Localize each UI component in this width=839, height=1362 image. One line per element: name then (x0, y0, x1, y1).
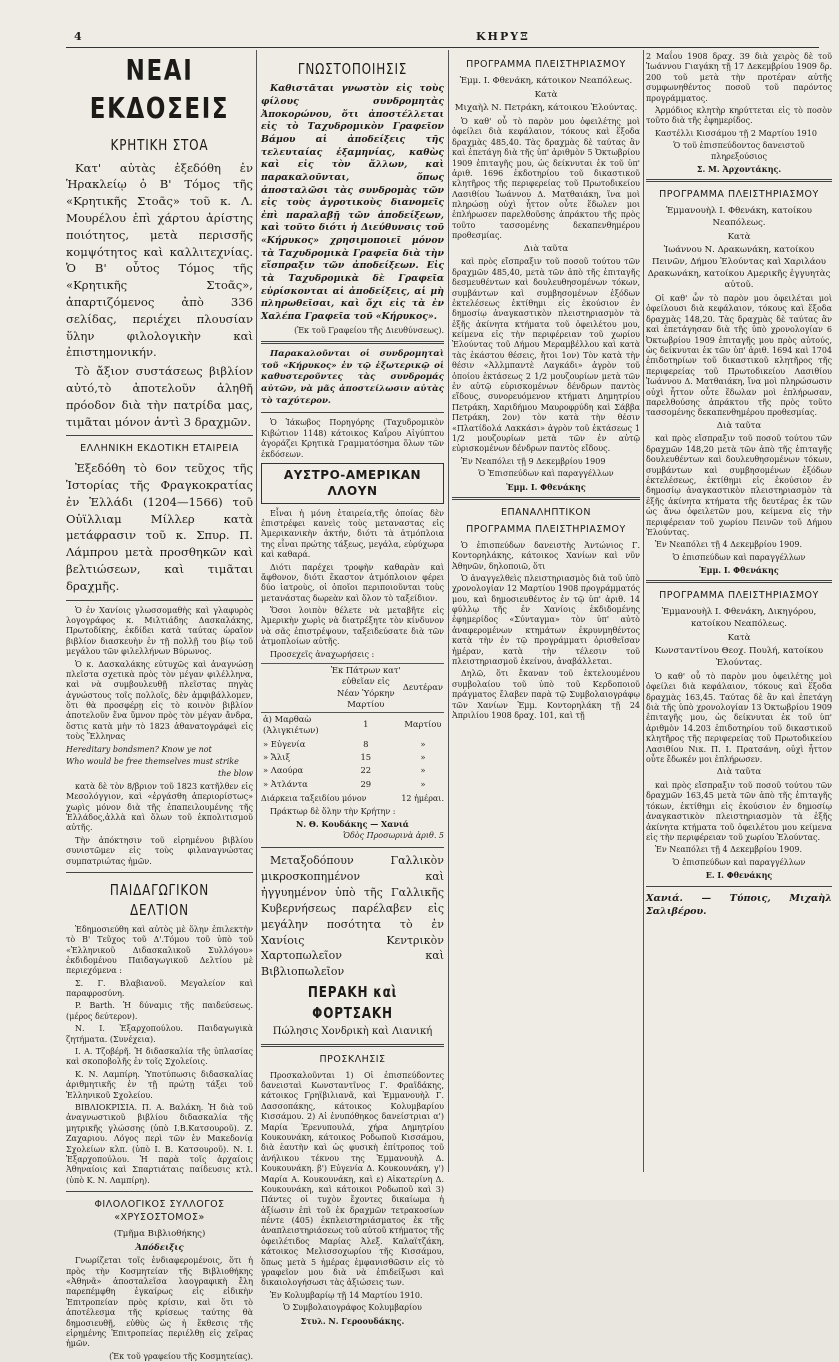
page-header (66, 30, 819, 46)
paid-item: Σ. Γ. Βλαβιανοῦ. Μεγαλείον καὶ παραφροσύνη. (66, 978, 253, 999)
ad-text: Διότι παρέχει τροφὴν καθαρὰν καὶ ἄφθονον, διότι ἕκαστον ἀτμόπλοιον φέρει δύο ἰατροὺς, οἱ ὁποῖοι περιποιοῦνται τοὺς μετανάστας δωρεὰν καὶ ὅλον τὸ ταξείδιον. (261, 562, 444, 603)
ship-date: 15 (360, 752, 372, 762)
firm-name: ΠΕΡΑΚΗ καὶ ΦΟΡΤΣΑΚΗ (307, 983, 398, 1022)
ad-schedule-intro: Προσεχεῖς ἀναχωρήσεις : (270, 649, 375, 659)
article-kritiki-stoa-price: Τὸ ἄξιον συστάσεως βιβλίον αὐτό,τὸ ἀποτελοῦν ἀληθῆ πρόοδον διὰ τὴν πατρίδα μας, τιμᾶται μόνον ἀντὶ 3 δραχμῶν. (66, 364, 253, 429)
agent-label: Πράκτωρ δὲ ὅλην τὴν Κρήτην : (270, 806, 396, 816)
programma-4-signature-title: Ὁ ἐπισπεύδων καὶ παραγγέλλων (672, 857, 806, 867)
ship-date: » (420, 738, 426, 749)
agent-name: Ν. Θ. Κουδάκης — Χανιά (296, 819, 409, 830)
notice-stamps: Ὁ Ἰάκωβος Πορηγόρης (Ταχυδρομικὸν Κιβώτιον 1148) κάτοικος Καΐρου Αἰγύπτου ἀγοράζει Κρητικὰ Γραμματόσημα ὅλων τῶν ἐκδόσεων. (261, 418, 444, 459)
programma-2-text-3: Δηλῶ, ὅτι ἔκαναν τοῦ ἐκτελουμένου συμβολαίου τοῦ ὑπὸ τοῦ Κερδοποιοῦ πράγματος ἔλαβεν παρὰ τῷ Συμβολαιογράφῳ τῶν Χανίων Ἐμμ. Κοντορηλάκη τῇ 24 Ἀπριλίου 1908 δραχ. 101, καὶ τῇ (452, 669, 640, 720)
divider (66, 600, 253, 601)
paid-item: Κ. Ν. Λαμπίρη. Ὑποτύπωσις διδασκαλίας ἀριθμητικῆς ἐν τῇ πρώτῃ τάξει τοῦ Ἑλληνικοῦ Σχολείου. (66, 1069, 253, 1100)
programma-1-date: Ἐν Νεαπόλει τῇ 9 Δεκεμβρίου 1909 (461, 456, 606, 466)
article-byron-1: Ὁ ἐν Χανίοις γλωσσομαθὴς καὶ γλαφυρὸς λογογράφος κ. Μιλτιάδης Δασκαλάκης, Πρωτοδίκης, ἐκδίδει κατὰ ταύτας ὡραῖον βιβλίον διασκευὴν ἐν τῇ πολλῇ του βίῳ τοῦ μεγάλου τῶν φιλελλήνων Βύρωνος. (66, 605, 253, 657)
programma-4-dia-tauta: Διὰ ταῦτα (716, 767, 762, 778)
table-row (261, 712, 444, 737)
notice-signature: (Ἐκ τοῦ Γραφείου τῆς Διευθύνσεως). (294, 325, 444, 335)
divider (261, 412, 444, 413)
article-ekdotiki-etaireia: Ἐξεδόθη τὸ 6ον τεῦχος τῆς Ἱστορίας τῆς Φραγκοκρατίας ἐν Ἑλλάδι (1204—1566) τοῦ Οὐϊλλιαμ Μίλλερ κατὰ μετάφρασιν τοῦ κ. Σπυρ. Π. Λάμπρου μετὰ προσθηκῶν καὶ βελτιώσεων, καὶ τιμᾶται δραχμῆς. (66, 461, 253, 593)
continuation-date: Καστέλλι Κισσάμου τῇ 2 Μαρτίου 1910 (655, 128, 817, 138)
column-divider (256, 50, 257, 1172)
article-byron-4: Τὴν ἀπόκτησιν τοῦ εἰρημένου βιβλίου συνιστῶμεν εἰς τοὺς φιλαναγνώστας συμπατριώτας ἡμῶν. (66, 835, 253, 866)
heading-epanaleptikon: ΕΠΑΝΑΛΗΠΤΙΚΟΝ (501, 506, 591, 518)
heading-paidagogikon-deltion: ΠΑΙΔΑΓΩΓΙΚΟΝ ΔΕΛΤΙΟΝ (109, 880, 210, 920)
heading-prosklisis: ΠΡΟΣΚΛΗΣΙΣ (319, 1053, 386, 1065)
english-quote-line-2: Who would be free themselves must strike (66, 757, 239, 767)
column-3 (452, 52, 640, 1172)
ship-name: » Ἄλιξ (263, 752, 291, 762)
continuation-signature-title: Ὁ τοῦ ἐπισπεύδοντος δανειστοῦ πληρεξούσιος (673, 141, 805, 161)
paid-item: Ν. Ι. Ἐξαρχοπούλου. Παιδαγωγικὰ ζητήματα. (Συνέχεια). (66, 1024, 253, 1044)
firm-subtitle: Πώλησις Χονδρικὴ καὶ Λιανική (272, 1026, 433, 1038)
programma-3-signature: Ἐμμ. Ι. Φθενάκης (699, 565, 779, 576)
programma-4-sub: Ἐμμανουὴλ Ι. Φθενάκη, Δικηγόρου, κατοίκου Νεαπόλεως. (661, 607, 817, 630)
header-rule (66, 47, 819, 48)
table-header (261, 664, 330, 713)
divider (452, 497, 640, 500)
ship-name: » Ἀτλάντα (263, 778, 308, 789)
heading-gnostopoiisis: ΓΝΩΣΤΟΠΟΙΗΣΙΣ (297, 60, 408, 78)
programma-3-against: Ἰωάννου Ν. Δρακωνάκη, κατοίκου Πεινῶν, Δήμου Ἐλούντας καὶ Χαριλάου Δρακωνάκη, κατοίκου Αμερικῆς ἐγγυητὰς αὐτοῦ. (647, 245, 831, 291)
continuation-signature: Σ. Μ. Ἀρχοντάκης. (696, 163, 782, 174)
programma-3-signature-title: Ὁ ἐπισπεύδων καὶ παραγγέλλων (672, 552, 806, 562)
continuation-text: 2 Μαΐου 1908 δραχ. 39 διὰ χειρὸς δὲ τοῦ Ἰωάννου Γιαγάκη τῇ 17 Δεκεμβρίου 1909 δρ. 200 τοῦ μετὰ τὴν προτέραν αὐτῆς συμφωνηθέντος ποσοῦ τοῦ παρόντος προγράμματος. (646, 52, 832, 103)
notice-subscribers: Καθιστᾶται γνωστὸν εἰς τοὺς φίλους συνδρομητὰς Ἀποκορώνου, ὅτι ἀποστέλλεται εἰς τὸ Ταχυδρομικὸν Γραφεῖον Βάμου αἱ ἀποδείξεις τῆς τελευταίας ἑξαμηνίας, καθὼς καὶ εἰς τὸν ἄλλων, καὶ παρακαλοῦνται, ὅπως ἀποσταλῶσι τὰς συνδρομὰς τῶν εἰς τοὺς ἀγροτικοὺς διανομεῖς ἐπὶ παραλαβῇ τῶν ἀποδείξεων, καὶ τοῦτο διότι ἡ Διεύθυνσις τοῦ «Κήρυκος» χρησιμοποιεῖ μόνον τὰ Ταχυδρομικὰ Γραφεῖα διὰ τὴν εἴσπραξιν τῶν ἀποδείξεων. Εἰς τὰ Ταχυδρομικὰ δὲ Γραφεῖα εὑρίσκονται αἱ ἀποδείξεις, αἱ μὴ πληρωθεῖσαι, καὶ ὄχι εἰς τὰ ἐν Χαλέπα Γραφεῖα τοῦ «Κήρυκος». (261, 83, 444, 322)
table-row (261, 738, 444, 751)
table-header: Δευτέραν (402, 664, 444, 713)
column-2 (261, 52, 444, 1326)
article-byron-2: Ὁ κ. Δασκαλάκης εὐτυχῶς καὶ ἀναγνώσῃ πλεῖστα σχετικὰ πρὸς τὸν μέγαν φιλέλληνα, καὶ νὰ συμβουλευθῇ πλεῖστας πηγὰς ἀγνώστους τοῖς πολλοῖς, δὲν ἀμφιβάλλομεν, ὅτι θὰ προσφέρῃ εἰς τὸ κοινὸν βιβλίον ἀποτελοῦν ἕνα ὕμνον πρὸς τὸν μέγαν ἄνδρα, ὅστις κατὰ μὴν τὸ 1823 ἀθανατογράφεὶ εἰς τοὺς Ἕλληνας (66, 659, 253, 742)
heading-programma-4: ΠΡΟΓΡΑΜΜΑ ΠΛΕΙΣΤΗΡΙΑΣΜΟΥ (659, 590, 819, 602)
article-byron-3: κατὰ δὲ τὸν 8/βριον τοῦ 1823 κατῆλθεν εἰς Μεσολόγγιον, καὶ «ἐργάσθη ἀπεριορίστως» χωρὶς μόνον διὰ τῆς ἐπαπειλουμένης τῆς Ἑλλάδος,ἀλλὰ καὶ ὅλων τοῦ ἐκπολιτισμοῦ αὐτῆς. (66, 781, 253, 833)
column-divider (643, 50, 644, 1172)
divider (261, 341, 444, 344)
programma-4-signature: Ε. Ι. Φθενάκης (705, 870, 773, 881)
paid-item: P. Barth. Ἡ δύναμις τῆς παιδεύσεως. (μέρος δεύτερον). (66, 1001, 253, 1021)
ship-date: 29 (360, 778, 372, 789)
divider (646, 580, 832, 583)
ad-text: Εἶναι ἡ μόνη ἑταιρεία,τῆς ὁποίας δὲν ἐπιστρέφει κανεὶς τοὺς μεταναστας εἰς Ἀμερικανικὴν ἀκτήν, διότι τὰ ἀτμόπλοια της εἶναι πρώτης τάξεως, μεγάλα, εὐρύχωρα καὶ καθαρά. (261, 508, 444, 560)
heading-programma-1: ΠΡΟΓΡΑΜΜΑ ΠΛΕΙΣΤΗΡΙΑΣΜΟΥ (466, 59, 626, 70)
heading-kritiki-stoa: ΚΡΗΤΙΚΗ ΣΤΟΑ (110, 136, 209, 155)
masthead: ΚΗΡΥΞ (476, 30, 530, 43)
duration-label: Διάρκεια ταξειδίου μόνον (261, 794, 367, 804)
prosklisis-text: Προσκαλοῦνται 1) Οἱ ἐπισπεύδοντες δανεισταὶ Κωνσταντῖνος Γ. Φραϊδάκης, κάτοικος Γρηϊβιλιανᾶ, καὶ Ἐμμανουὴλ Γ. Δασσοπάκης, κάτοικος Κολυμβαρίου Κισσάμου. 2) Αἱ ἐνυπόθηκος δανείστριαι α') Μαρία Ἐρενυπουλά, χήρα Δημητρίου Κουκουνάκη, κάτοικος Ροδωποῦ Κισσάμου, διὰ ἑαυτὴν καὶ ὡς φυσικὴ ἐπίτροπος τοῦ ἀνήλικου τέκνου της Ἐμμανουὴλ Δ. Κουκουνάκη. β') Εὐγενία Δ. Κουκουνάκη, γ') Μαρία Α. Κουκουνάκη, καὶ ε) Αἰκατερίνη Δ. Κουκουνάκη, καὶ κάτοικοι Ροδωποῦ καὶ 3) Πάντες οἱ τυχὸν ἔχοντες δικαίωμα ἡ ἀξίωσιν ἐπὶ τοῦ ἐκ δραχμῶν τετρακοσίων πέντε (405) ἐκπλειστηριάσματος ἐκ τῆς ἀναπλειστηριάσεως τοῦ αὐτοῦ κτήματος τῆς ὀφειλέτιδος Μαρίας Ἀλεξ. Καλαϊτζάκη, κάτοικος Μελισσοχωρίου τῆς Κισσάμου, ὅπως μετὰ 5 ἡμέρας ἐμφανισθῶσιν εἰς τὸ γραφεῖον μου διὰ νὰ ἐπιδείξωσι καὶ δικαιολογήσωσι τὰς ἀξιώσεις των. (261, 1070, 444, 1288)
printer-footer: Χανιά. — Τύποις, Μιχαὴλ Σαλιβέρου. (646, 892, 832, 917)
programma-4-text: Ὁ καθ' οὗ τὸ παρὸν μου ὀφειλέτης μοὶ ὀφείλει διὰ κεφάλαιον, τόκους καὶ ἕξοδα δραχμὰς 163,45. Ταύτας δὲ ἂν καὶ ἐπετάγη διὰ τῆς ὑπὸ χρονολογίαν 13 Ὀκτωβρίου 1909 ἐπιταγῆς μου, ὡς δείκνυται ἐκ τοῦ ὑπ' ἀριθμὸν 14.203 ἐπιδοτηρίου τοῦ δικαστικοῦ κλητῆρος τῆς περιφερείας τοῦ Πρωτοδικείου Λασιθίου Νικ. Π. Ι. Πρατσάνη, οὐχὶ ἦττον οὗτε ἔδωκέν μοι ἐπλήρωσεν. (646, 671, 832, 764)
section-title-new-publications: ΝΕΑΙ ΕΚΔΟΣΕΙΣ (89, 54, 230, 126)
programma-1-against: Μιχαὴλ Ν. Πετράκη, κάτοικου Ἐλούντας. (454, 103, 638, 114)
ship-date: 8 (363, 738, 369, 749)
programma-1-kata: Κατὰ (534, 89, 558, 100)
article-kritiki-stoa: Κατ' αὐτὰς ἐξεδόθη ἐν Ἡρακλείῳ ὁ Β' Τόμος τῆς «Κρητικῆς Στοᾶς» τοῦ κ. Λ. Μουρέλου ἐπὶ χάρτου ἀρίστης ποιότητος, μετὰ περισσῆς κομψότητος καὶ καλλιτεχνίας. Ὁ Β' οὗτος Τόμος τῆς «Κρητικῆς Στοᾶς», ἀπαρτιζόμενος ἀπὸ 336 σελίδας, περιέχει πλουσίαν ὕλην φιλολογικὴν καὶ ἐπιστημονικήν. (66, 160, 253, 360)
column-1 (66, 52, 253, 1361)
paid-item: Ι. Α. Τζοβέρῆ. Ἡ διδασκαλία τῆς ὑπλασίας καὶ σκοποβολῆς ἐν τοῖς Σχολείοις. (66, 1047, 253, 1067)
notice-abroad: Παρακαλοῦνται οἱ συνδρομηταὶ τοῦ «Κήρυκος» ἐν τῷ ἐξωτερικῷ οἱ καθυστεροῦντες τὰς συνδρομάς αὐτῶν, νὰ μᾶς ἀποστείλωσιν αὐτὰς τὸ ταχύτερον. (261, 348, 444, 406)
column-4 (646, 52, 832, 1172)
duration-value: 12 ἡμέραι. (401, 794, 444, 804)
programma-4-against: Κωνσταντίνου Θεοχ. Πουλή, κατοίκου Ἐλούντας. (654, 646, 824, 669)
ad-silk-eggs: Μεταξοδόπουν Γαλλικὸν μικροσκοπημένον καὶ ἠγγυημένον ὑπὸ τῆς Γαλλικῆς Κυβερνήσεως παρέλαβεν εἰς μεγάλην ποσότητα τὸ ἐν Χανίοις Κεντρικὸν Χαρτοπωλεῖον καὶ Βιβλιοπωλεῖον (261, 853, 444, 979)
programma-3-date: Ἐν Νεαπόλει τῇ 4 Δεκεμβρίου 1909. (655, 540, 802, 550)
programma-3-text-2: καὶ πρὸς εἴσπραξιν τοῦ ποσοῦ τούτου τῶν δραχμῶν 148,20 μετὰ τῶν ἀπὸ τῆς ἐπιταγῆς δουλευθέντων καὶ δουλευθησομένων τόκων, συμβάντων καὶ συμβησομένων ἐξόδων ἐκτελέσεως, ἐκτίθημι εἰς ἐκούσιον ἐν δημοσίῳ ἀναγκαστικὸν πλειστηριασμὸν τὰ ἑξῆς ἀκίνητα κτήματα τῆς δευτέρας ἐκ τῶν ὡς ἄνω ὀφειλετῶν μου, κείμενα εἰς τὴν περιφέρειαν τοῦ χωρίου Πεινῶν τοῦ Δήμου Ἐλούντας. (646, 434, 832, 537)
programma-3-dia-tauta: Διὰ ταῦτα (716, 420, 762, 431)
ship-date: » (420, 752, 426, 762)
english-quote-line-3: the blow (218, 769, 253, 779)
continuation-text-2: Ἀρμόδιος κλητὴρ κηρύττεται εἰς τὸ ποσὸν τοῦτο διὰ τῆς ἐφημερίδος. (646, 105, 832, 126)
ad-text: Ὅσοι λοιπὸν θέλετε νὰ μεταβῆτε εἰς Ἀμερικὴν χωρὶς νὰ διατρέξητε τὸν κίνδυνον νὰ σᾶς ἐπιστρέψουν, ταξειδεύσατε διὰ τῶν ἀτμοπλοίων αὐτῆς. (261, 606, 444, 647)
syllogos-text: Γνωρίζεται τοῖς ἐνδιαφερομένοις, ὅτι ἡ πρὸς τὴν Κοσμητείαν τῆς Βιβλιοθήκης «Ἀθηνᾶ» ἀποσταλεῖσα λαογραφικὴ ἔλη παρεπέμφθη ἐγκαίρως εἰς εἰδικὴν Ἐπιτροπείαν πρὸς κρίσιν, καὶ ὅτι τὸ ἀποτέλεσμα τῆς κρίσεως ταύτης θὰ δημοσιευθῇ, εὐθὺς ὡς ἡ ἔκθεσις τῆς εἰρημένης Ἐπιτροπείας περιέλθῃ εἰς χεῖρας ἡμῶν. (66, 1256, 253, 1349)
syllogos-subheading-2: Ἀπόδειξις (135, 1242, 184, 1253)
ship-date: Μαρτίου (404, 719, 442, 730)
paid-item: ΒΙΒΛΙΟΚΡΙΣΙΑ. Π. Α. Βαλάκη. Ἡ διὰ τοῦ ἀναγνωστικοῦ βιβλίου διδασκαλία τῆς μητρικῆς γλώσσης (ὑπὸ Ι.Β.Κατσουροῦ). Ζ. Ζαχαριου. Λόγος περὶ τῶν ἐν Μακεδονίᾳ Σχολείων κλπ. (ὑπὸ Ι. Β. Κατσουροῦ). Ν. Ι. Ἐξαρχοπούλου. Ἡ παρὰ τοῖς ἀρχαίοις Ἀθηναίοις καὶ Σπαρτιάταις παίδευσις κτλ. (ὑπὸ Κ. Ν. Λαμπίρη). (66, 1102, 253, 1185)
programma-1-signature-title: Ὁ Ἐπισπεύδων καὶ παραγγέλλων (478, 469, 614, 479)
programma-4-text-2: καὶ πρὸς εἴσπραξιν τοῦ ποσοῦ τούτου τῶν δραχμῶν 163,45 μετὰ τῶν ἀπὸ τῆς ἐπιταγῆς τόκων, ἐκτίθημι εἰς ἐκούσιον ἐν δημοσίῳ ἀναγκαστικὸν πλειστηριασμὸν τὰ ἑξῆς ἀκίνητα κτήματα τοῦ ὀφειλέτου μου κείμενα εἰς τὴν περιφέρειαν τοῦ χωρίου Ἐλούντας. (646, 781, 832, 842)
ship-date: 22 (360, 765, 372, 776)
sailing-schedule-table (261, 663, 444, 791)
divider (66, 1191, 253, 1192)
ship-name: ἀ) Μαρθαὼ (Ἀλιγκιέτων) (263, 713, 319, 736)
programma-3-sub: Ἐμμανουὴλ Ι. Φθενάκη, κατοίκου Νεαπόλεως. (665, 206, 813, 228)
programma-1-sub: Ἐμμ. Ι. Φθενάκη, κάτοικον Νεαπόλεως. (459, 75, 633, 86)
prosklisis-signature: Στυλ. Ν. Γεροουδάκης. (300, 1315, 405, 1326)
divider (261, 847, 444, 848)
ship-date: » (420, 778, 426, 789)
programma-4-date: Ἐν Νεαπόλει τῇ 4 Δεκεμβρίου 1909. (655, 845, 802, 855)
programma-2-text-2: Ὁ ἀναγγελθεὶς πλειστηριασμὸς διὰ τοῦ ὑπὸ χρονολογίαν 12 Μαρτίου 1908 προγράμματός μου, καὶ δημοσιευθέντος ἐν τῷ ὑπ' ἀριθ. 14 φύλλῳ τῆς ἐν Χανίοις ἐκδιδομένης ἐφημερίδος «Σύνταγμα» τὸν ὑπ' αὐτὸ ἀναφερομένων κτημάτων ἐκρυνμηθέντος κατὰ τὴν ἐν τῷ προγράμματι ὀρισθεῖσαν ἡμέραν, κατὰ τὴν τέλεσιν τοῦ πλειστηριασμοῦ ἐκείνου, ἀναβάλλεται. (452, 573, 640, 667)
programma-1-text-2: καὶ πρὸς εἴσπραξιν τοῦ ποσοῦ τούτου τῶν δραχμῶν 485,40, μετὰ τῶν ἀπὸ τῆς ἐπιταγῆς δεσμευθέντων καὶ δουλευθησομένων τόκων, συμβάντων καὶ συμβησομένων ἐξόδων ἐκτελέσεως ἐκτίθημι εἰς ἐκούσιον ἐν δημοσίῳ ἀναγκαστικὸν πλειστηριασμὸν τὰ ἑξῆς ἀκίνητα κτήματα τοῦ ὀφειλέτου μου, κείμενα εἰς τὴν περιφέρειαν τοῦ χωρίου Ἐλούντας τοῦ Δήμου Μεραμβέλλου καὶ κατὰ τὰς ἑκάστου θέσεις, ἤτοι 1ον) Τὸν κατὰ τὴν θέσιν «Ἀλλμπαντὲ Λαγκάδι» ἀγρὸν τοῦ ὁποίου ἐκτάσεως 2 1/2 μουζουρίων μετὰ τῶν ἐν αὐτῷ εὑρισκομένων δένδρων παντὸς εἴδους, συνορευόμενον κτήματι Δημητρίου Πετράκη, Χαριδήμου Μαυροφρύδη καὶ Σάββα Πετράκη, 2ον) τὸν κατὰ τὴν θέσιν «Πλατίδολά Λακκάσι» ἀγρὸν τοῦ ἐκτάσεως 1 1/2 μουζουρίων μετὰ τῶν ἐν αὐτῷ εὑρισκομένων δένδρων παντὸς εἴδους. (452, 257, 640, 454)
divider (66, 435, 253, 436)
programma-1-text: Ὁ καθ' οὗ τὸ παρὸν μου ὀφειλέτης μοὶ ὀφείλει διὰ κεφάλαιον, τόκους καὶ ἕξοδα δραχμὰς 485,40. Τὰς δραχμὰς δὲ ταύτας ἂν καὶ ἐπετάγη διὰ τῆς ὑπ' ἀριθμὸν 5 Ὀκτωβρίου 1909 ἐπιταγῆς μου, ὡς δείκνυται ἐκ τοῦ ὑπ' ἀριθ. 1696 ἐκδοτηρίου τοῦ δικαστικοῦ κλητῆρος τῆς περιφερείας τοῦ Πρωτοδικείου Λασιθίου Ἰωάννου Δ. Ματθαιάκη, ἵνα μοὶ πληρώσῃ οὐχὶ ἦττον οὗτε ἕδωλεν μοι ἐπλήρωσεν παρελθοῦσης ἀπράκτου τῆς πρὸς τοῦτο τασσομένης δεκαπενθημέρου προθεσμίας. (452, 116, 640, 241)
duration-line (261, 794, 444, 804)
divider (66, 872, 253, 873)
programma-4-kata: Κατὰ (727, 632, 751, 643)
paid-intro: Ἐδημοσιεύθη καὶ αὐτὸς μὲ ὅλην ἐπιλεκτὴν τὸ Β' Τεῦχος τοῦ Δ'.Τόμου τοῦ ὑπὸ τοῦ «Ἑλληνικοῦ Διδασκαλικοῦ Συλλόγου» ἐκδιδομένου Παιδαγωγικοῦ Δελτίου μὲ περιεχόμενα : (66, 924, 253, 976)
english-quote-line-1: Hereditary bondsmen? Know ye not (66, 744, 212, 754)
programma-1-signature: Ἐμμ. Ι. Φθενάκης (506, 481, 586, 492)
programma-3-kata: Κατὰ (727, 231, 751, 242)
column-divider (448, 50, 449, 1172)
ship-name: » Λαούρα (263, 765, 304, 776)
heading-ekdotiki-etaireia: ΕΛΛΗΝΙΚΗ ΕΚΔΟΤΙΚΗ ΕΤΑΙΡΕΙΑ (80, 443, 239, 455)
programma-3-text: Οἱ καθ' ὧν τὸ παρὸν μου ὀφειλέται μοὶ ὀφείλουσι διὰ κεφάλαιον, τόκους καὶ ἕξοδα δραχμὰς 148,20. Τὰς δραχμὰς δὲ ταύτας ἂν καὶ ἐπετάγησαν διὰ τῆς ὑπὸ χρονολογίαν 6 Ὀκτωβρίου 1909 ἐπιταγῆς μου πρὸς αὐτούς, ὡς δείκνυται ἐκ τῶν ὑπ' ἀριθ. 1694 καὶ 1704 ἐπιδοτηρίων τοῦ δικαστικοῦ κλητῆρος τῆς περιφερείας τοῦ Πρωτοδικείου Λασιθίου Ἰωάννου Δ. Ματθαιάκη, ἵνα μοὶ πληρώσωσιν οὐχὶ ἦττον οὗτε ἕδωλαν μοὶ ἐπλήρωσαν, παρελθούσης ἀπράκτου τῆς πρὸς τοῦτο τασσομένης δεκαπενθημέρου προθεσμίας. (646, 294, 832, 418)
programma-2-text: Ὁ ἐπισπεύδων δανειστὴς Ἀντώνιος Γ. Κοντορηλάκης, κάτοικος Χανίων καὶ νῦν Ἀθηνῶν, δηλοποιῶ, ὅτι (452, 540, 640, 571)
divider (261, 1044, 444, 1047)
agent-address: Ὁδὸς Προσωρινὰ ἀριθ. 5 (343, 831, 444, 841)
ship-date: 1 (363, 719, 369, 730)
prosklisis-date: Ἐν Κολυμβαρίῳ τῇ 14 Μαρτίου 1910. (270, 1290, 423, 1300)
ship-date: » (420, 765, 426, 776)
heading-programma-3: ΠΡΟΓΡΑΜΜΑ ΠΛΕΙΣΤΗΡΙΑΣΜΟΥ (659, 189, 819, 201)
table-row (261, 751, 444, 764)
prosklisis-signature-title: Ὁ Συμβολαιογράφος Κολυμβαρίου (283, 1303, 422, 1313)
table-row (261, 778, 444, 791)
ad-austro-americana: ΑΥΣΤΡΟ-ΑΜΕΡΙΚΑΝ ΛΛΟΥΝ (261, 463, 444, 504)
ship-name: » Εὐγενία (263, 738, 306, 749)
heading-syllogos: ΦΙΛΟΛΟΓΙΚΟΣ ΣΥΛΛΟΓΟΣ «ΧΡΥΣΟΣΤΟΜΟΣ» (94, 1199, 225, 1224)
table-row (261, 764, 444, 777)
programma-1-dia-tauta: Διὰ ταῦτα (523, 243, 569, 254)
syllogos-subheading: (Τμῆμα Βιβλιοθήκης) (113, 1228, 206, 1239)
page-number: 4 (74, 30, 82, 43)
table-header: Ἐκ Πάτρων κατ' εὐθεῖαν εἰς Νέαν Ὑόρκην Μαρτίου (330, 664, 402, 713)
divider (646, 886, 832, 887)
divider (646, 179, 832, 182)
heading-programma-2: ΠΡΟΓΡΑΜΜΑ ΠΛΕΙΣΤΗΡΙΑΣΜΟΥ (466, 523, 626, 535)
syllogos-signature: (Ἐκ τοῦ γραφείου τῆς Κοσμητείας). (109, 1351, 253, 1361)
